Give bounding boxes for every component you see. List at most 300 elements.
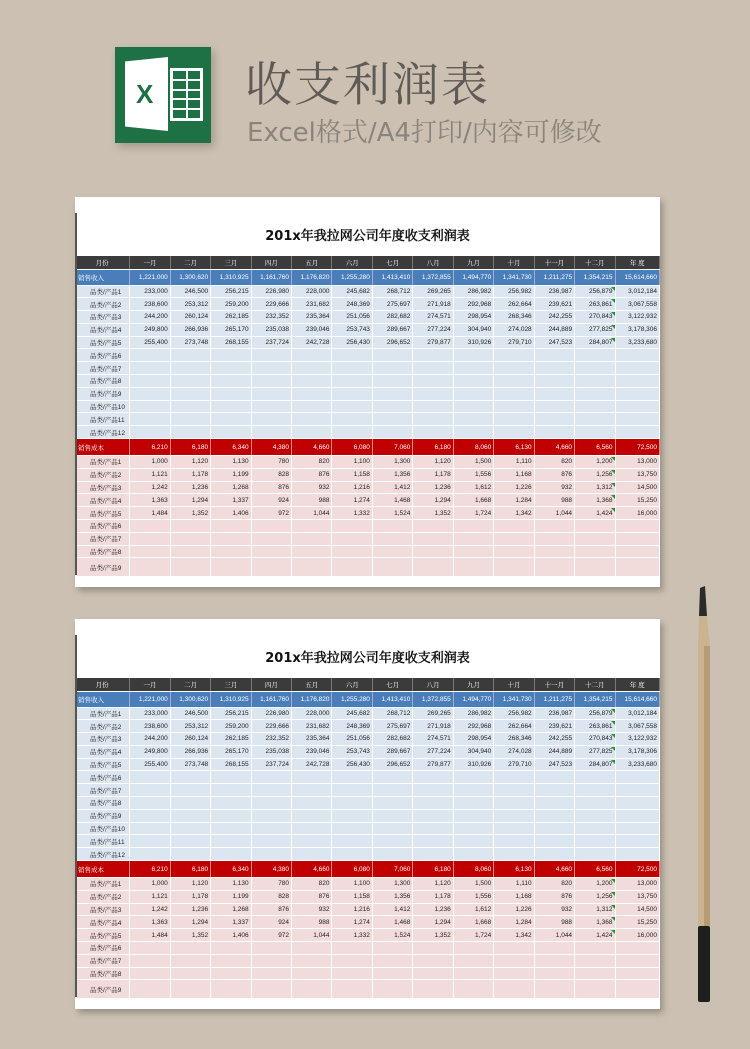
cell-10[interactable]: 6,130 [494, 861, 534, 878]
cell-1[interactable] [130, 558, 170, 577]
cell-8[interactable]: 1,352 [413, 929, 453, 942]
cell-6[interactable]: 1,274 [332, 494, 372, 507]
cell-11[interactable] [534, 942, 574, 955]
cell-11[interactable] [534, 400, 574, 413]
cell-4[interactable]: 876 [251, 481, 291, 494]
cell-10[interactable]: 256,982 [494, 285, 534, 298]
cell-11[interactable]: 247,523 [534, 336, 574, 349]
cell-7[interactable] [372, 400, 412, 413]
cell-13[interactable] [615, 967, 660, 980]
cell-7[interactable] [372, 375, 412, 388]
cell-1[interactable] [130, 349, 170, 362]
cell-9[interactable] [453, 545, 493, 558]
cell-8[interactable]: 279,877 [413, 336, 453, 349]
cell-7[interactable]: 7,060 [372, 861, 412, 878]
cell-8[interactable]: 1,294 [413, 494, 453, 507]
cell-7[interactable]: 268,712 [372, 707, 412, 720]
cell-11[interactable] [534, 545, 574, 558]
row-label[interactable]: 品类/产品1 [77, 707, 130, 720]
cell-6[interactable] [332, 375, 372, 388]
row-label[interactable]: 品类/产品2 [77, 720, 130, 733]
cell-8[interactable] [413, 426, 453, 439]
row-label[interactable]: 品类/产品2 [77, 298, 130, 311]
cell-3[interactable] [211, 520, 251, 533]
cell-2[interactable] [170, 400, 210, 413]
cell-9[interactable]: 304,940 [453, 323, 493, 336]
cell-2[interactable]: 1,294 [170, 494, 210, 507]
cell-9[interactable] [453, 835, 493, 848]
cell-6[interactable]: 1,158 [332, 890, 372, 903]
cell-8[interactable]: 1,178 [413, 890, 453, 903]
column-header[interactable]: 月份 [77, 678, 130, 691]
cell-11[interactable]: 242,255 [534, 311, 574, 324]
cell-1[interactable]: 249,800 [130, 745, 170, 758]
cell-4[interactable] [251, 545, 291, 558]
cell-13[interactable]: 3,012,184 [615, 285, 660, 298]
cell-4[interactable] [251, 400, 291, 413]
cell-6[interactable]: 1,216 [332, 903, 372, 916]
cell-12[interactable]: 284,807 [575, 336, 615, 349]
cell-8[interactable]: 1,294 [413, 916, 453, 929]
cell-6[interactable]: 248,369 [332, 720, 372, 733]
cell-9[interactable]: 310,926 [453, 336, 493, 349]
cell-1[interactable] [130, 848, 170, 861]
cell-11[interactable] [534, 375, 574, 388]
row-label[interactable]: 品类/产品6 [77, 349, 130, 362]
cell-2[interactable]: 6,180 [170, 439, 210, 456]
cell-12[interactable]: 263,861 [575, 720, 615, 733]
cell-1[interactable] [130, 413, 170, 426]
cell-2[interactable] [170, 822, 210, 835]
cell-1[interactable] [130, 532, 170, 545]
cell-12[interactable] [575, 426, 615, 439]
cell-2[interactable]: 1,294 [170, 916, 210, 929]
cell-1[interactable]: 1,221,000 [130, 269, 170, 285]
cell-7[interactable]: 289,667 [372, 745, 412, 758]
cell-5[interactable]: 231,682 [292, 298, 332, 311]
cell-2[interactable] [170, 558, 210, 577]
cell-9[interactable] [453, 822, 493, 835]
cell-11[interactable]: 242,255 [534, 733, 574, 746]
cell-3[interactable] [211, 942, 251, 955]
cell-1[interactable]: 1,484 [130, 929, 170, 942]
cell-1[interactable]: 238,600 [130, 720, 170, 733]
cell-4[interactable] [251, 822, 291, 835]
cell-5[interactable]: 932 [292, 481, 332, 494]
cell-3[interactable]: 1,310,925 [211, 269, 251, 285]
cell-5[interactable] [292, 954, 332, 967]
cell-13[interactable]: 15,614,660 [615, 269, 660, 285]
cell-11[interactable]: 244,889 [534, 323, 574, 336]
cell-7[interactable] [372, 520, 412, 533]
cell-1[interactable]: 255,400 [130, 758, 170, 771]
cell-10[interactable]: 262,664 [494, 298, 534, 311]
cell-10[interactable] [494, 558, 534, 577]
cell-6[interactable] [332, 848, 372, 861]
cell-9[interactable] [453, 848, 493, 861]
cell-7[interactable]: 1,413,410 [372, 691, 412, 707]
cell-8[interactable] [413, 942, 453, 955]
cell-8[interactable]: 1,120 [413, 878, 453, 891]
cell-2[interactable] [170, 942, 210, 955]
row-label[interactable]: 品类/产品8 [77, 967, 130, 980]
cell-8[interactable] [413, 954, 453, 967]
cell-9[interactable] [453, 532, 493, 545]
cell-9[interactable]: 286,982 [453, 707, 493, 720]
cell-12[interactable] [575, 400, 615, 413]
cell-1[interactable]: 233,000 [130, 285, 170, 298]
cell-11[interactable]: 1,211,275 [534, 269, 574, 285]
cell-4[interactable] [251, 532, 291, 545]
cell-4[interactable] [251, 426, 291, 439]
cell-9[interactable]: 304,940 [453, 745, 493, 758]
cell-3[interactable]: 6,340 [211, 861, 251, 878]
cell-3[interactable] [211, 532, 251, 545]
cell-10[interactable] [494, 349, 534, 362]
cell-6[interactable]: 256,430 [332, 758, 372, 771]
cell-13[interactable] [615, 771, 660, 784]
cell-5[interactable] [292, 980, 332, 999]
cell-5[interactable]: 242,728 [292, 336, 332, 349]
row-label[interactable]: 品类/产品4 [77, 323, 130, 336]
cell-5[interactable]: 876 [292, 468, 332, 481]
cell-5[interactable]: 988 [292, 916, 332, 929]
cell-3[interactable]: 265,170 [211, 745, 251, 758]
cell-11[interactable] [534, 797, 574, 810]
cell-5[interactable]: 4,660 [292, 439, 332, 456]
cell-8[interactable] [413, 967, 453, 980]
cell-11[interactable] [534, 413, 574, 426]
cell-2[interactable] [170, 387, 210, 400]
cell-11[interactable] [534, 520, 574, 533]
cell-5[interactable]: 820 [292, 878, 332, 891]
cell-8[interactable] [413, 545, 453, 558]
cell-6[interactable] [332, 520, 372, 533]
cell-6[interactable] [332, 967, 372, 980]
cell-1[interactable] [130, 967, 170, 980]
cell-3[interactable]: 1,268 [211, 903, 251, 916]
cell-6[interactable] [332, 387, 372, 400]
cell-4[interactable] [251, 980, 291, 999]
cell-10[interactable]: 256,982 [494, 707, 534, 720]
cell-7[interactable] [372, 545, 412, 558]
cell-5[interactable] [292, 771, 332, 784]
cell-3[interactable]: 1,199 [211, 890, 251, 903]
cell-9[interactable]: 1,556 [453, 468, 493, 481]
cell-12[interactable] [575, 771, 615, 784]
cell-12[interactable]: 1,354,215 [575, 269, 615, 285]
cell-4[interactable]: 235,038 [251, 745, 291, 758]
cell-9[interactable]: 1,494,770 [453, 691, 493, 707]
cell-8[interactable]: 269,265 [413, 285, 453, 298]
cell-10[interactable] [494, 426, 534, 439]
cell-8[interactable] [413, 980, 453, 999]
cell-9[interactable] [453, 967, 493, 980]
cell-8[interactable] [413, 349, 453, 362]
cell-6[interactable] [332, 784, 372, 797]
row-label[interactable]: 品类/产品2 [77, 468, 130, 481]
cell-7[interactable]: 1,412 [372, 481, 412, 494]
cell-8[interactable] [413, 387, 453, 400]
cell-5[interactable] [292, 413, 332, 426]
cell-12[interactable]: 1,424 [575, 507, 615, 520]
cell-13[interactable] [615, 545, 660, 558]
row-label[interactable]: 品类/产品3 [77, 733, 130, 746]
cell-7[interactable]: 1,524 [372, 507, 412, 520]
cell-1[interactable] [130, 980, 170, 999]
cell-9[interactable] [453, 784, 493, 797]
cell-4[interactable]: 876 [251, 903, 291, 916]
cell-2[interactable]: 6,180 [170, 861, 210, 878]
row-label[interactable]: 品类/产品9 [77, 558, 130, 577]
cell-7[interactable]: 1,413,410 [372, 269, 412, 285]
cell-9[interactable]: 298,954 [453, 311, 493, 324]
cell-2[interactable] [170, 848, 210, 861]
cell-2[interactable] [170, 520, 210, 533]
cell-12[interactable] [575, 375, 615, 388]
cell-13[interactable]: 72,500 [615, 861, 660, 878]
cell-13[interactable] [615, 413, 660, 426]
cell-7[interactable] [372, 967, 412, 980]
cell-6[interactable]: 6,080 [332, 861, 372, 878]
cell-10[interactable] [494, 967, 534, 980]
cell-7[interactable]: 1,300 [372, 456, 412, 469]
cell-9[interactable] [453, 387, 493, 400]
cell-4[interactable] [251, 413, 291, 426]
cell-6[interactable]: 1,100 [332, 456, 372, 469]
cell-1[interactable]: 1,000 [130, 878, 170, 891]
cell-11[interactable] [534, 349, 574, 362]
cell-10[interactable]: 1,226 [494, 481, 534, 494]
cell-6[interactable]: 1,158 [332, 468, 372, 481]
row-label[interactable]: 品类/产品1 [77, 285, 130, 298]
cell-4[interactable] [251, 954, 291, 967]
cell-12[interactable] [575, 967, 615, 980]
cell-7[interactable] [372, 848, 412, 861]
cell-5[interactable] [292, 545, 332, 558]
cell-3[interactable] [211, 809, 251, 822]
cell-1[interactable] [130, 375, 170, 388]
cell-5[interactable] [292, 520, 332, 533]
column-header[interactable]: 年 度 [615, 678, 660, 691]
row-label[interactable]: 品类/产品9 [77, 809, 130, 822]
cell-4[interactable] [251, 797, 291, 810]
cell-4[interactable] [251, 349, 291, 362]
cell-8[interactable]: 6,180 [413, 861, 453, 878]
cell-9[interactable] [453, 954, 493, 967]
cell-3[interactable]: 1,310,925 [211, 691, 251, 707]
cell-11[interactable] [534, 387, 574, 400]
cell-3[interactable]: 259,200 [211, 298, 251, 311]
cell-11[interactable]: 1,211,275 [534, 691, 574, 707]
cell-12[interactable]: 1,312 [575, 903, 615, 916]
cell-3[interactable]: 268,155 [211, 758, 251, 771]
cell-4[interactable]: 226,980 [251, 285, 291, 298]
cell-6[interactable]: 245,682 [332, 707, 372, 720]
row-label[interactable]: 品类/产品4 [77, 494, 130, 507]
cell-3[interactable] [211, 375, 251, 388]
cell-8[interactable]: 1,372,855 [413, 691, 453, 707]
cell-4[interactable] [251, 967, 291, 980]
cell-9[interactable]: 8,060 [453, 861, 493, 878]
cell-10[interactable] [494, 980, 534, 999]
cell-11[interactable]: 239,621 [534, 298, 574, 311]
cell-2[interactable]: 1,236 [170, 481, 210, 494]
cell-5[interactable]: 988 [292, 494, 332, 507]
cell-11[interactable] [534, 771, 574, 784]
cell-9[interactable]: 1,668 [453, 494, 493, 507]
cell-1[interactable]: 6,210 [130, 439, 170, 456]
cell-4[interactable]: 232,352 [251, 733, 291, 746]
cell-6[interactable] [332, 426, 372, 439]
cell-7[interactable]: 1,356 [372, 890, 412, 903]
cell-6[interactable] [332, 954, 372, 967]
cell-2[interactable] [170, 797, 210, 810]
cell-12[interactable]: 270,843 [575, 311, 615, 324]
cell-5[interactable] [292, 362, 332, 375]
cell-12[interactable]: 284,807 [575, 758, 615, 771]
row-label[interactable]: 销售成本 [77, 439, 130, 456]
cell-12[interactable]: 256,879 [575, 285, 615, 298]
cell-5[interactable]: 1,044 [292, 929, 332, 942]
cell-11[interactable] [534, 784, 574, 797]
cell-3[interactable] [211, 426, 251, 439]
cell-8[interactable]: 1,236 [413, 903, 453, 916]
cell-1[interactable]: 1,000 [130, 456, 170, 469]
cell-7[interactable]: 282,682 [372, 733, 412, 746]
cell-2[interactable] [170, 954, 210, 967]
cell-12[interactable]: 256,879 [575, 707, 615, 720]
cell-1[interactable] [130, 520, 170, 533]
cell-10[interactable]: 1,110 [494, 456, 534, 469]
cell-8[interactable] [413, 822, 453, 835]
cell-6[interactable] [332, 809, 372, 822]
cell-3[interactable] [211, 558, 251, 577]
cell-13[interactable]: 72,500 [615, 439, 660, 456]
cell-11[interactable] [534, 558, 574, 577]
cell-9[interactable]: 1,612 [453, 481, 493, 494]
cell-1[interactable]: 1,242 [130, 481, 170, 494]
cell-1[interactable]: 249,800 [130, 323, 170, 336]
cell-12[interactable]: 1,312 [575, 481, 615, 494]
cell-5[interactable]: 932 [292, 903, 332, 916]
cell-1[interactable] [130, 400, 170, 413]
cell-9[interactable]: 1,668 [453, 916, 493, 929]
cell-6[interactable]: 1,274 [332, 916, 372, 929]
cell-10[interactable] [494, 413, 534, 426]
cell-10[interactable] [494, 822, 534, 835]
cell-9[interactable]: 310,926 [453, 758, 493, 771]
column-header[interactable]: 四月 [251, 678, 291, 691]
column-header[interactable]: 八月 [413, 678, 453, 691]
cell-9[interactable] [453, 771, 493, 784]
cell-13[interactable] [615, 520, 660, 533]
cell-5[interactable]: 1,176,820 [292, 269, 332, 285]
cell-9[interactable]: 8,060 [453, 439, 493, 456]
cell-6[interactable]: 1,255,280 [332, 691, 372, 707]
cell-2[interactable]: 1,352 [170, 929, 210, 942]
cell-8[interactable]: 271,918 [413, 720, 453, 733]
cell-9[interactable] [453, 426, 493, 439]
cell-9[interactable] [453, 558, 493, 577]
cell-4[interactable]: 237,724 [251, 758, 291, 771]
cell-9[interactable] [453, 362, 493, 375]
cell-1[interactable]: 233,000 [130, 707, 170, 720]
cell-8[interactable] [413, 375, 453, 388]
column-header[interactable]: 九月 [453, 678, 493, 691]
cell-2[interactable]: 1,120 [170, 878, 210, 891]
cell-3[interactable]: 1,268 [211, 481, 251, 494]
cell-8[interactable]: 1,120 [413, 456, 453, 469]
cell-7[interactable] [372, 809, 412, 822]
cell-3[interactable]: 1,406 [211, 507, 251, 520]
cell-1[interactable]: 1,242 [130, 903, 170, 916]
cell-2[interactable]: 253,312 [170, 720, 210, 733]
cell-5[interactable] [292, 784, 332, 797]
cell-12[interactable]: 6,560 [575, 861, 615, 878]
cell-13[interactable]: 16,000 [615, 507, 660, 520]
cell-8[interactable] [413, 797, 453, 810]
row-label[interactable]: 品类/产品1 [77, 456, 130, 469]
cell-13[interactable] [615, 400, 660, 413]
cell-8[interactable] [413, 784, 453, 797]
column-header[interactable]: 二月 [170, 256, 210, 269]
row-label[interactable]: 品类/产品10 [77, 822, 130, 835]
cell-9[interactable]: 1,724 [453, 507, 493, 520]
cell-4[interactable]: 780 [251, 456, 291, 469]
cell-12[interactable]: 270,843 [575, 733, 615, 746]
cell-2[interactable]: 246,500 [170, 707, 210, 720]
row-label[interactable]: 销售收入 [77, 691, 130, 707]
cell-12[interactable] [575, 942, 615, 955]
cell-12[interactable] [575, 558, 615, 577]
cell-8[interactable] [413, 558, 453, 577]
cell-10[interactable]: 6,130 [494, 439, 534, 456]
cell-12[interactable] [575, 784, 615, 797]
cell-5[interactable] [292, 797, 332, 810]
cell-7[interactable] [372, 387, 412, 400]
cell-8[interactable] [413, 532, 453, 545]
row-label[interactable]: 品类/产品7 [77, 532, 130, 545]
cell-13[interactable] [615, 387, 660, 400]
cell-13[interactable] [615, 558, 660, 577]
cell-13[interactable] [615, 848, 660, 861]
cell-1[interactable] [130, 822, 170, 835]
cell-12[interactable] [575, 797, 615, 810]
cell-11[interactable]: 876 [534, 468, 574, 481]
cell-11[interactable]: 4,660 [534, 861, 574, 878]
cell-11[interactable] [534, 362, 574, 375]
cell-3[interactable] [211, 967, 251, 980]
cell-2[interactable]: 1,352 [170, 507, 210, 520]
cell-4[interactable]: 232,352 [251, 311, 291, 324]
cell-13[interactable]: 3,067,558 [615, 298, 660, 311]
cell-10[interactable]: 1,168 [494, 890, 534, 903]
column-header[interactable]: 十一月 [534, 256, 574, 269]
cell-1[interactable]: 1,363 [130, 494, 170, 507]
cell-10[interactable] [494, 942, 534, 955]
cell-8[interactable] [413, 771, 453, 784]
cell-13[interactable] [615, 942, 660, 955]
cell-5[interactable]: 242,728 [292, 758, 332, 771]
row-label[interactable]: 品类/产品4 [77, 745, 130, 758]
cell-6[interactable] [332, 942, 372, 955]
column-header[interactable]: 十二月 [575, 256, 615, 269]
cell-5[interactable] [292, 822, 332, 835]
cell-10[interactable] [494, 520, 534, 533]
cell-13[interactable] [615, 426, 660, 439]
cell-2[interactable]: 1,120 [170, 456, 210, 469]
